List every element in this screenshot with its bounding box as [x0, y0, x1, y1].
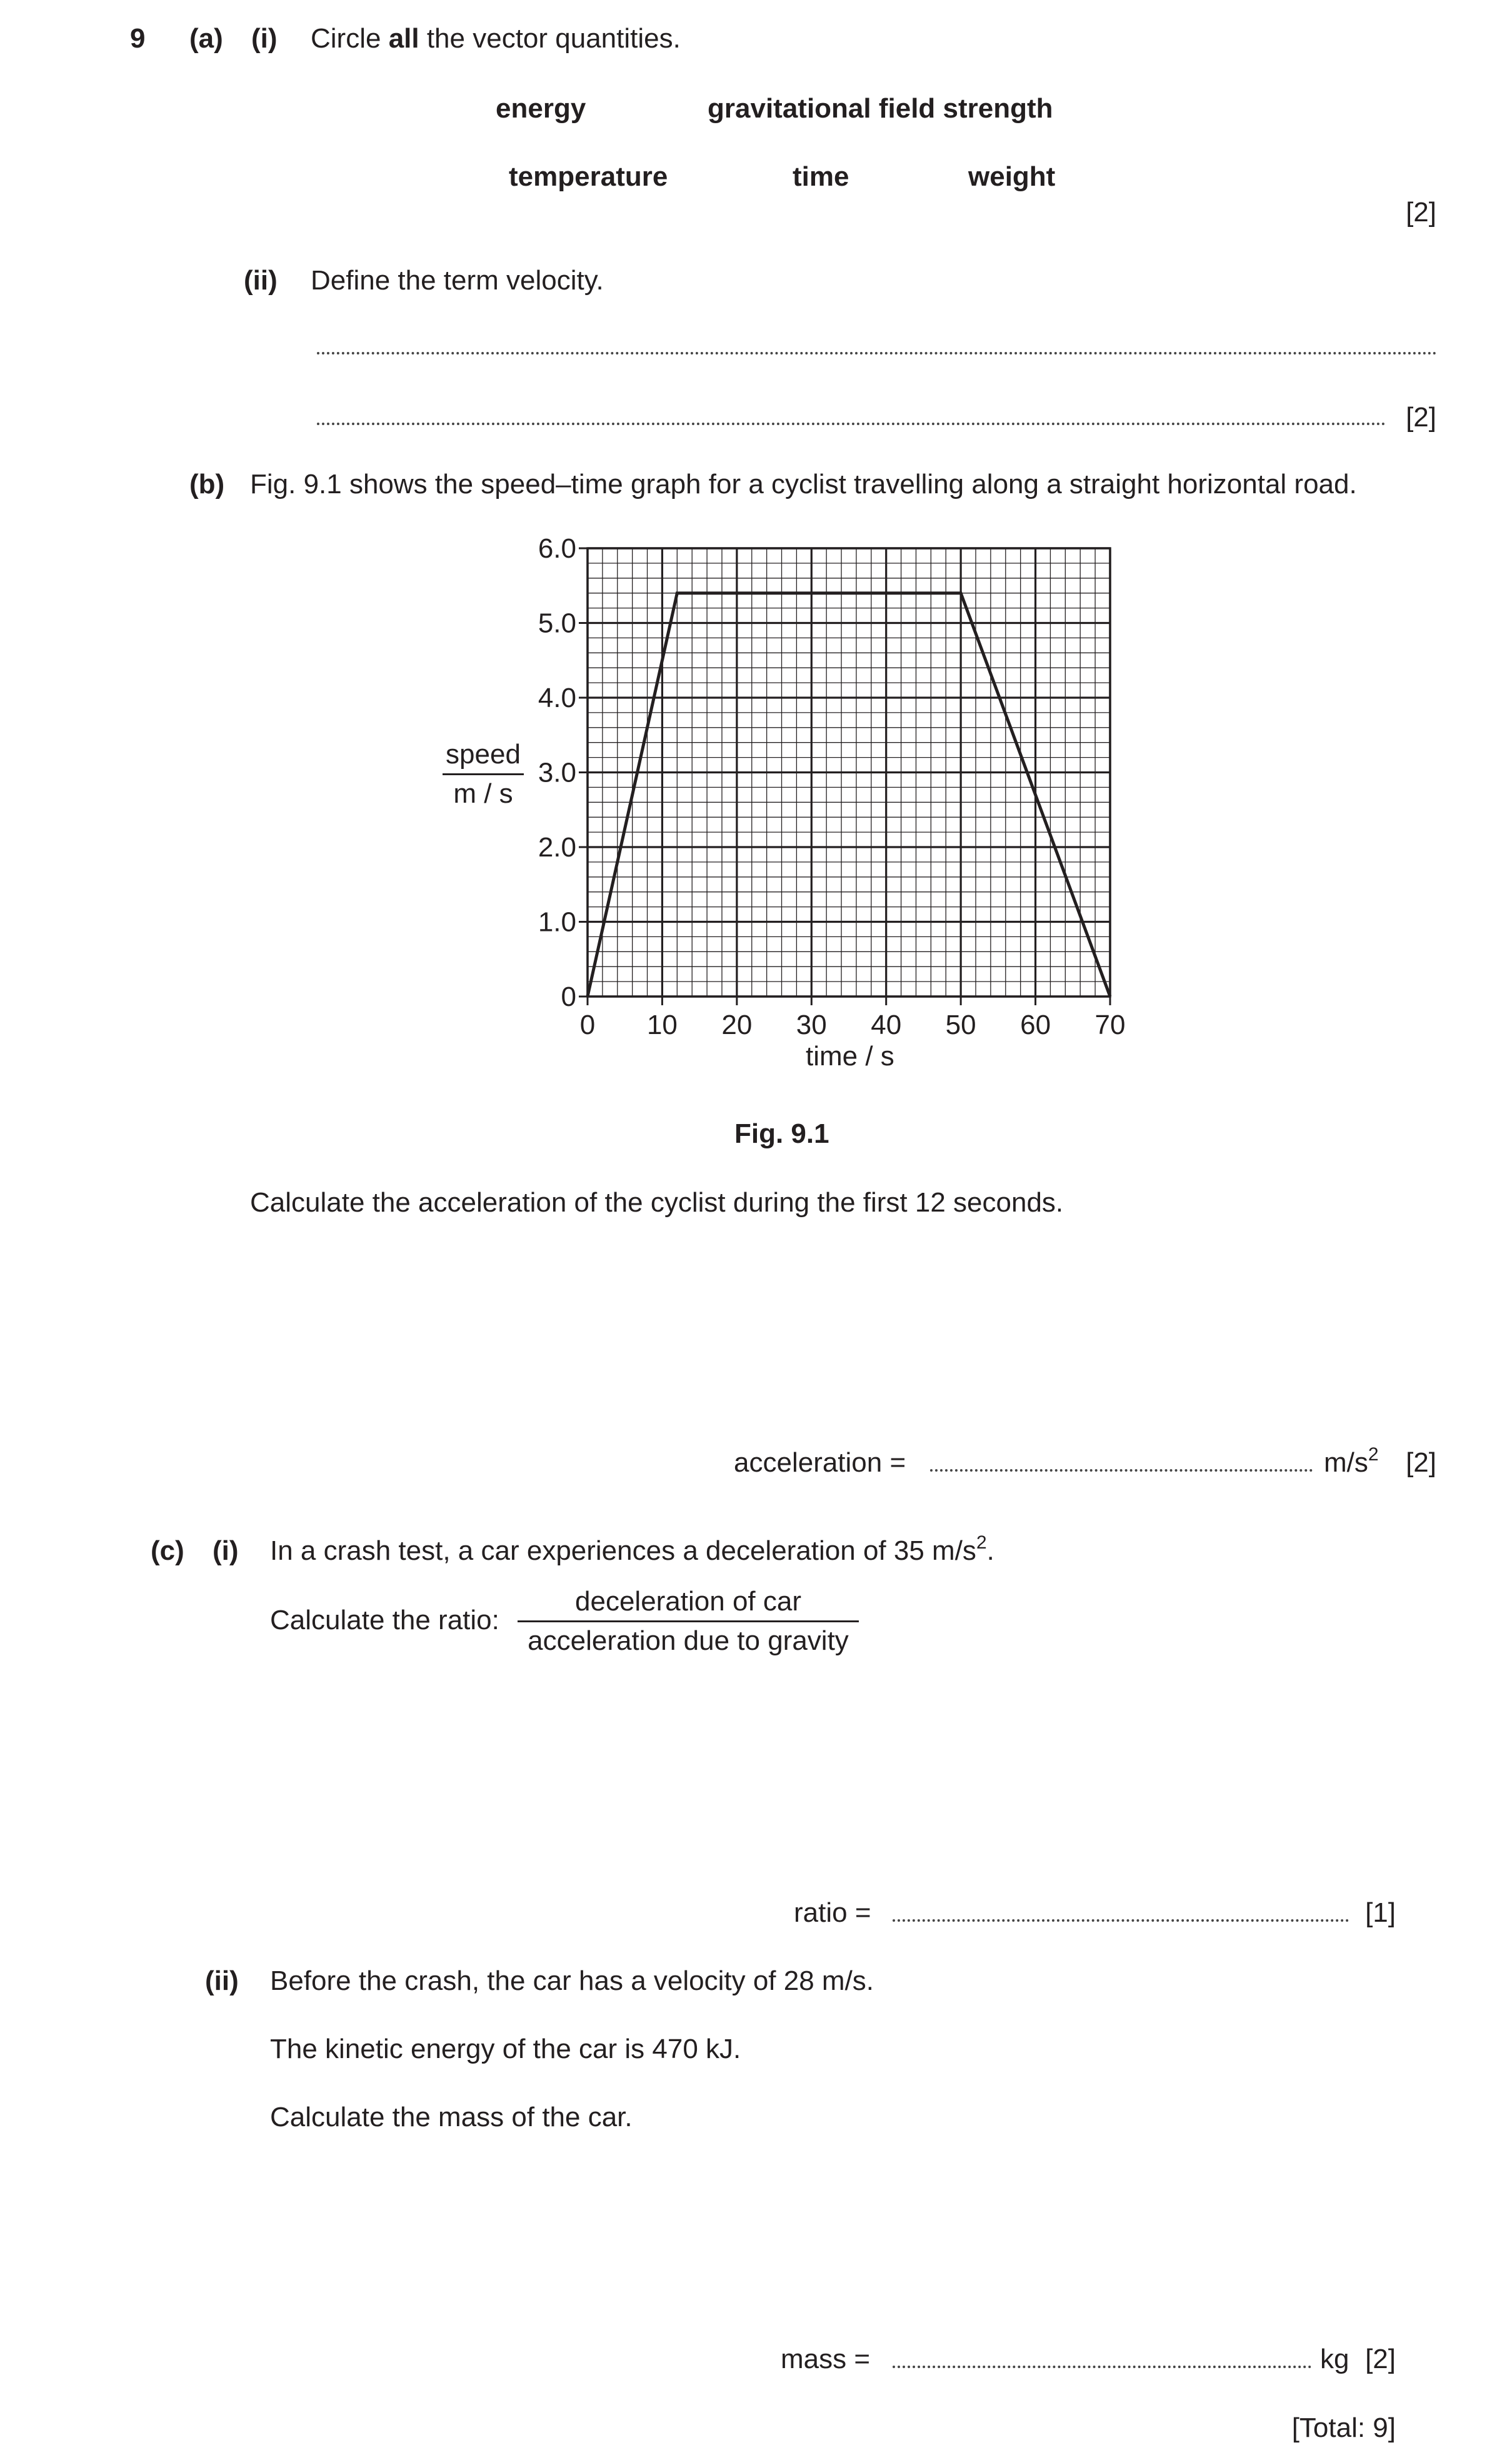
- x-tick-label: 50: [945, 1010, 976, 1040]
- tick-labels: [538, 533, 1126, 1040]
- y-tick-label: 5.0: [538, 608, 576, 639]
- prompt-text: In a crash test, a car experiences a deceleration of 35 m/s: [270, 1535, 976, 1566]
- part-a-i-marks: [2]: [1406, 197, 1436, 228]
- part-a-i-label: (i): [251, 23, 278, 54]
- acceleration-answer-line[interactable]: [930, 1469, 1313, 1472]
- y-tick-label: 4.0: [538, 683, 576, 713]
- x-tick-label: 40: [871, 1010, 902, 1040]
- speed-time-line: [588, 593, 1110, 997]
- acceleration-answer-unit: [1324, 1444, 1379, 1478]
- acceleration-answer-label: acceleration =: [734, 1447, 906, 1478]
- part-a-label: (a): [189, 23, 223, 54]
- y-tick-label: 0: [561, 982, 576, 1012]
- x-tick-label: 0: [579, 1010, 596, 1040]
- x-tick-label: 70: [1094, 1010, 1126, 1040]
- unit-text: m/s: [1324, 1447, 1368, 1478]
- part-c-i-label: (i): [213, 1535, 239, 1566]
- grid-major: [588, 548, 1110, 997]
- ratio-intro: Calculate the ratio:: [270, 1605, 499, 1635]
- part-a-ii-label: (ii): [244, 265, 278, 296]
- y-tick-label: 3.0: [538, 757, 576, 788]
- mass-answer-line[interactable]: [893, 2366, 1311, 2368]
- y-tick-label: 1.0: [538, 906, 576, 938]
- prompt-text: Circle: [311, 23, 389, 54]
- part-c-ii-label: (ii): [205, 1966, 239, 1996]
- part-c-label: (c): [151, 1535, 184, 1566]
- ratio-answer-label: ratio =: [794, 1897, 871, 1928]
- part-c-ii-marks: [2]: [1365, 2344, 1396, 2374]
- part-c-ii-line1: Before the crash, the car has a velocity of 28 m/s.: [270, 1966, 874, 1996]
- x-tick-label: 10: [646, 1010, 678, 1040]
- ratio-answer-line[interactable]: [893, 1919, 1349, 1922]
- prompt-text: the vector quantities.: [419, 23, 681, 54]
- part-b-prompt: Calculate the acceleration of the cyclist during the first 12 seconds.: [250, 1187, 1064, 1218]
- part-a-ii-marks: [2]: [1406, 402, 1436, 433]
- option-weight[interactable]: weight: [968, 161, 1056, 192]
- x-tick-label: 60: [1020, 1010, 1051, 1040]
- option-gravitational-field-strength[interactable]: gravitational field strength: [708, 93, 1053, 124]
- part-b-label: (b): [189, 469, 225, 500]
- part-c-i-prompt: [270, 1532, 994, 1566]
- y-axis-label: [443, 741, 524, 808]
- x-tick-label: 20: [721, 1010, 753, 1040]
- total-marks: [Total: 9]: [1291, 2412, 1396, 2443]
- ratio-fraction: [518, 1588, 859, 1655]
- part-c-ii-line2: The kinetic energy of the car is 470 kJ.: [270, 2034, 741, 2064]
- speed-time-chart: [0, 513, 1512, 1138]
- part-a-i-prompt: [311, 25, 681, 53]
- part-a-ii-prompt: Define the term velocity.: [311, 265, 604, 296]
- part-c-i-marks: [1]: [1365, 1897, 1396, 1928]
- series: [588, 593, 1110, 997]
- prompt-superscript: 2: [976, 1532, 987, 1553]
- part-c-ii-line3: Calculate the mass of the car.: [270, 2102, 633, 2132]
- y-axis-label-unit: m / s: [453, 778, 513, 809]
- option-temperature[interactable]: temperature: [509, 161, 668, 192]
- unit-superscript: 2: [1368, 1444, 1379, 1465]
- answer-line-velocity-1[interactable]: [317, 352, 1437, 354]
- part-b-intro: Fig. 9.1 shows the speed–time graph for a cyclist travelling along a straight horizontal road.: [250, 469, 1357, 500]
- y-tick-label: 2.0: [538, 832, 576, 863]
- part-b-marks: [2]: [1406, 1447, 1436, 1478]
- mass-answer-unit: kg: [1320, 2344, 1349, 2374]
- prompt-end: .: [986, 1535, 994, 1566]
- figure-caption: Fig. 9.1: [734, 1118, 829, 1149]
- x-tick-label: 30: [796, 1010, 827, 1040]
- answer-line-velocity-2[interactable]: [317, 423, 1386, 425]
- question-number: 9: [130, 23, 146, 54]
- ratio-denominator: acceleration due to gravity: [528, 1625, 849, 1656]
- x-axis-label: time / s: [806, 1041, 894, 1072]
- y-axis-label-quantity: speed: [443, 741, 524, 775]
- mass-answer-label: mass =: [781, 2344, 871, 2374]
- prompt-emphasis: all: [388, 23, 419, 54]
- option-energy[interactable]: energy: [496, 93, 586, 124]
- y-tick-label: 6.0: [538, 533, 576, 564]
- option-time[interactable]: time: [793, 161, 849, 192]
- ratio-numerator: deceleration of car: [518, 1588, 859, 1622]
